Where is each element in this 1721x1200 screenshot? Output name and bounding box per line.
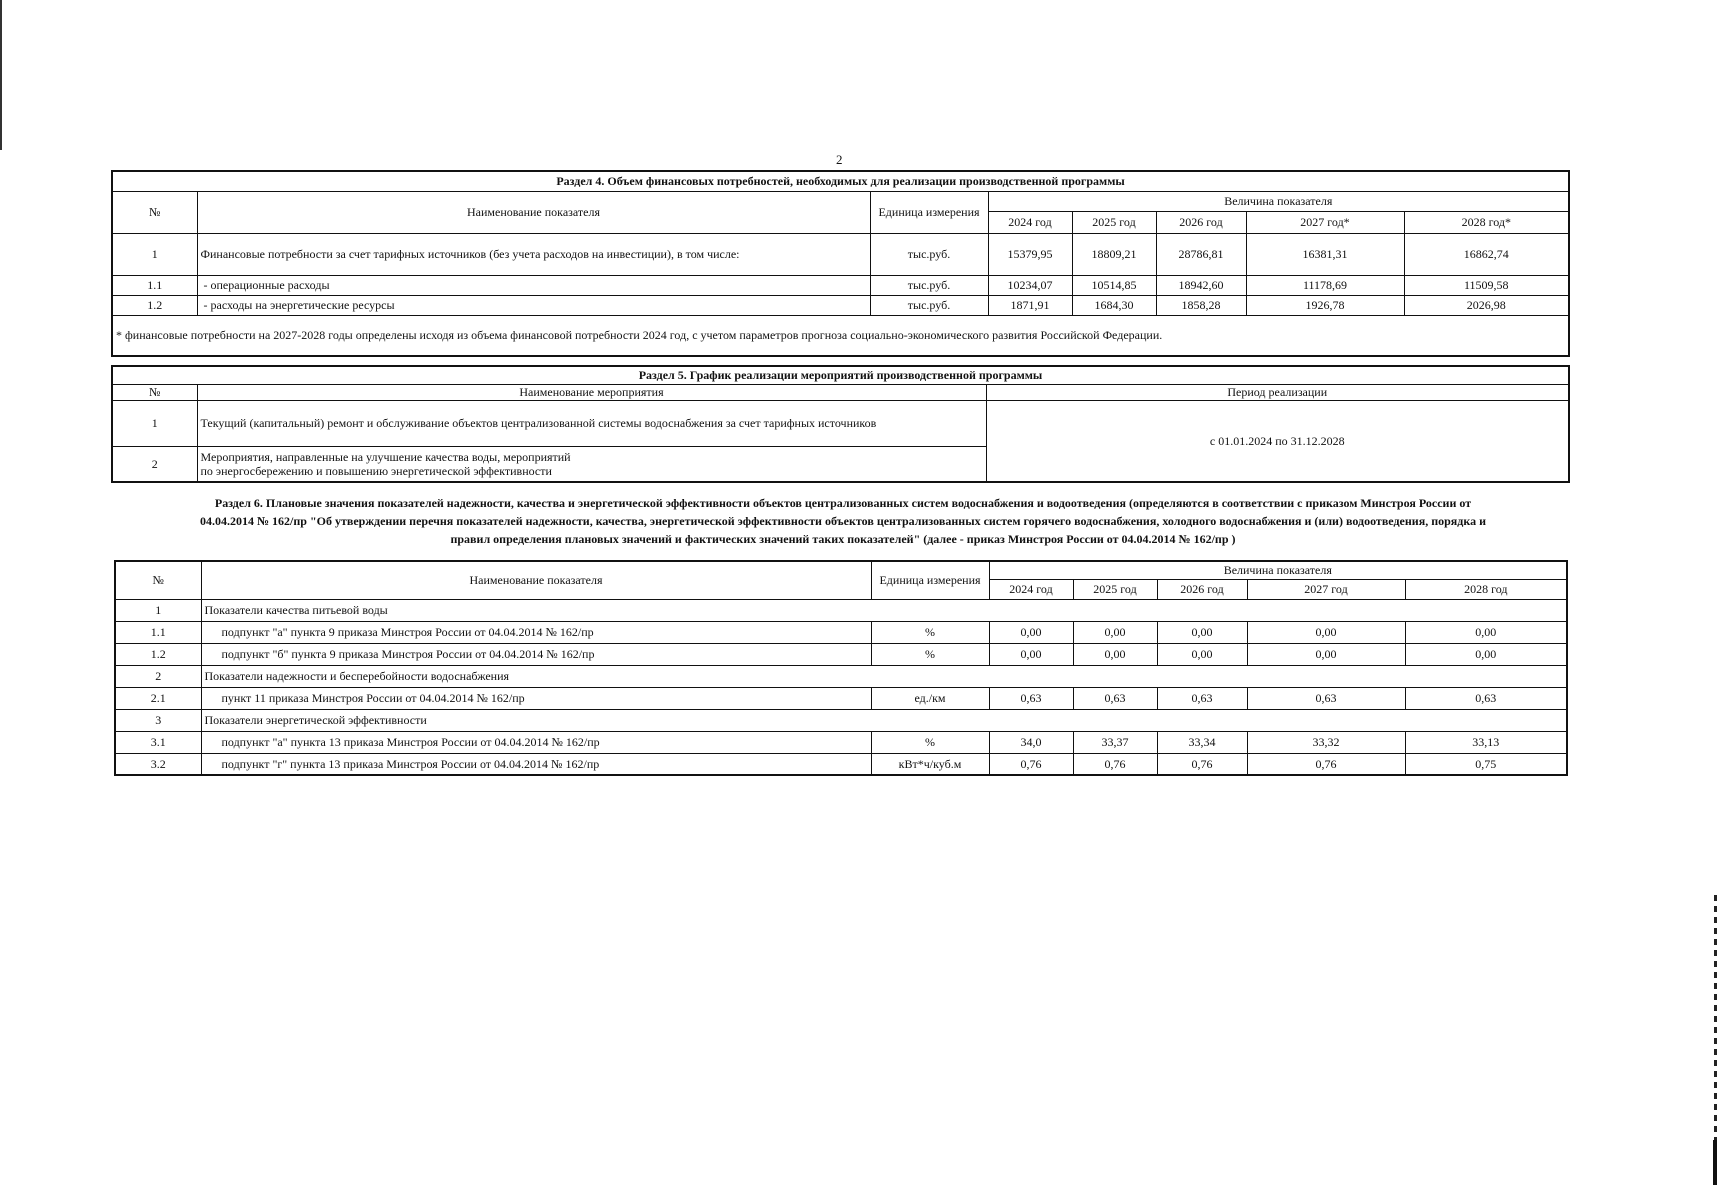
row-name: подпункт "а" пункта 13 приказа Минстроя России от 04.04.2014 № 162/пр	[201, 731, 871, 753]
row-unit: тыс.руб.	[870, 275, 988, 295]
section6-title	[118, 494, 1568, 548]
table-row	[112, 275, 1569, 295]
row-num: 1	[112, 233, 197, 275]
header-year: 2027 год*	[1246, 211, 1404, 233]
row-unit: %	[871, 621, 989, 643]
table-row	[115, 731, 1567, 753]
header-num: №	[115, 561, 201, 599]
table-row	[115, 621, 1567, 643]
row-value: 1871,91	[988, 295, 1072, 315]
header-year: 2028 год	[1405, 579, 1567, 599]
row-name: подпункт "б" пункта 9 приказа Минстроя России от 04.04.2014 № 162/пр	[201, 643, 871, 665]
section6-title-line: Раздел 6. Плановые значения показателей надежности, качества и энергетической эффективности объектов централизованных систем водоснабжения и водоотведения (определяются в соответствии с приказом Минстроя России от	[214, 496, 1472, 510]
row-name: пункт 11 приказа Минстроя России от 04.04.2014 № 162/пр	[201, 687, 871, 709]
table-row	[115, 643, 1567, 665]
page-number: 2	[836, 152, 843, 167]
section6-title-line: 04.04.2014 № 162/пр "Об утверждении перечня показателей надежности, качества, энергетической эффективности объектов централизованных систем горячего водоснабжения, холодного водоснабжения и (или) водоотведения, порядка и	[199, 514, 1486, 528]
table-row	[112, 400, 1569, 446]
group-name: Показатели надежности и бесперебойности водоснабжения	[201, 665, 1567, 687]
row-name	[197, 400, 986, 446]
row-num: 2.1	[115, 687, 201, 709]
header-year: 2026 год	[1156, 211, 1246, 233]
row-name-line: Текущий (капитальный) ремонт и обслуживание объектов централизованной системы водоснабжения за счет тарифных источников	[200, 416, 877, 430]
row-value: 2026,98	[1404, 295, 1569, 315]
row-value: 10234,07	[988, 275, 1072, 295]
header-value-group: Величина показателя	[988, 191, 1569, 211]
header-year: 2024 год	[989, 579, 1073, 599]
row-unit: %	[871, 643, 989, 665]
row-value: 0,63	[1157, 687, 1247, 709]
row-name: подпункт "а" пункта 9 приказа Минстроя России от 04.04.2014 № 162/пр	[201, 621, 871, 643]
row-name: подпункт "г" пункта 13 приказа Минстроя России от 04.04.2014 № 162/пр	[201, 753, 871, 775]
row-num: 3.2	[115, 753, 201, 775]
row-name-line: по энергосбережению и повышению энергетической эффективности	[200, 463, 552, 478]
table-row	[112, 233, 1569, 275]
header-unit: Единица измерения	[871, 561, 989, 599]
row-value: 15379,95	[988, 233, 1072, 275]
row-value: 33,34	[1157, 731, 1247, 753]
row-value: 10514,85	[1072, 275, 1156, 295]
scan-right-edge-mark	[1713, 1140, 1717, 1185]
row-value: 18942,60	[1156, 275, 1246, 295]
row-name-line: Мероприятия, направленные на улучшение качества воды, мероприятий	[200, 449, 571, 464]
row-value: 0,00	[1073, 643, 1157, 665]
row-name: - операционные расходы	[197, 275, 870, 295]
row-unit: ед./км	[871, 687, 989, 709]
header-period: Период реализации	[986, 384, 1569, 400]
group-row	[115, 599, 1567, 621]
row-value: 0,76	[989, 753, 1073, 775]
row-value: 0,00	[1247, 643, 1405, 665]
row-unit: %	[871, 731, 989, 753]
section4-footnote: * финансовые потребности на 2027-2028 годы определены исходя из объема финансовой потребности 2024 год, с учетом параметров прогноза социально-экономического развития Российской Федерации.	[112, 315, 1569, 356]
row-value: 28786,81	[1156, 233, 1246, 275]
row-value: 0,75	[1405, 753, 1567, 775]
row-value: 11178,69	[1246, 275, 1404, 295]
group-row	[115, 665, 1567, 687]
row-value: 0,00	[1405, 643, 1567, 665]
row-value: 1858,28	[1156, 295, 1246, 315]
row-value: 1684,30	[1072, 295, 1156, 315]
section6-table	[114, 560, 1568, 776]
row-num: 1.1	[115, 621, 201, 643]
group-name: Показатели качества питьевой воды	[201, 599, 1567, 621]
row-num: 1.2	[115, 643, 201, 665]
header-num: №	[112, 384, 197, 400]
row-value: 0,00	[989, 621, 1073, 643]
row-value: 33,32	[1247, 731, 1405, 753]
row-value: 16862,74	[1404, 233, 1569, 275]
header-unit: Единица измерения	[870, 191, 988, 233]
header-value-group: Величина показателя	[989, 561, 1567, 579]
row-value: 0,63	[1405, 687, 1567, 709]
row-value: 11509,58	[1404, 275, 1569, 295]
scan-left-edge	[0, 0, 2, 150]
row-num: 1.1	[112, 275, 197, 295]
section6-title-line: правил определения плановых значений и фактических значений таких показателей" (далее - приказ Минстроя России от 04.04.2014 № 162/пр )	[450, 532, 1236, 546]
header-num: №	[112, 191, 197, 233]
row-value: 0,00	[1157, 643, 1247, 665]
table-row	[112, 295, 1569, 315]
section5-title: Раздел 5. График реализации мероприятий производственной программы	[112, 366, 1569, 384]
row-value: 0,63	[989, 687, 1073, 709]
header-name: Наименование показателя	[197, 191, 870, 233]
section4-table	[111, 170, 1570, 357]
row-num: 3.1	[115, 731, 201, 753]
row-value: 33,37	[1073, 731, 1157, 753]
header-name: Наименование мероприятия	[197, 384, 986, 400]
table-row	[115, 687, 1567, 709]
group-num: 2	[115, 665, 201, 687]
row-value: 0,63	[1247, 687, 1405, 709]
row-value: 33,13	[1405, 731, 1567, 753]
header-year: 2027 год	[1247, 579, 1405, 599]
row-value: 16381,31	[1246, 233, 1404, 275]
group-row	[115, 709, 1567, 731]
row-value: 34,0	[989, 731, 1073, 753]
period-cell: с 01.01.2024 по 31.12.2028	[986, 400, 1569, 482]
group-name: Показатели энергетической эффективности	[201, 709, 1567, 731]
row-num: 2	[112, 446, 197, 482]
row-value: 0,00	[1405, 621, 1567, 643]
row-unit: тыс.руб.	[870, 295, 988, 315]
group-num: 3	[115, 709, 201, 731]
row-value: 1926,78	[1246, 295, 1404, 315]
header-year: 2024 год	[988, 211, 1072, 233]
row-unit: тыс.руб.	[870, 233, 988, 275]
header-year: 2025 год	[1072, 211, 1156, 233]
table-row	[115, 753, 1567, 775]
row-num: 1	[112, 400, 197, 446]
header-name: Наименование показателя	[201, 561, 871, 599]
header-year: 2025 год	[1073, 579, 1157, 599]
group-num: 1	[115, 599, 201, 621]
header-year: 2026 год	[1157, 579, 1247, 599]
row-value: 0,00	[989, 643, 1073, 665]
row-num: 1.2	[112, 295, 197, 315]
row-value: 0,76	[1157, 753, 1247, 775]
row-name: Финансовые потребности за счет тарифных источников (без учета расходов на инвестиции), в том числе:	[197, 233, 870, 275]
row-value: 0,63	[1073, 687, 1157, 709]
row-name	[197, 446, 986, 482]
section4-title: Раздел 4. Объем финансовых потребностей, необходимых для реализации производственной программы	[112, 171, 1569, 191]
row-value: 0,00	[1247, 621, 1405, 643]
row-name: - расходы на энергетические ресурсы	[197, 295, 870, 315]
row-value: 0,76	[1073, 753, 1157, 775]
section5-table	[111, 365, 1570, 483]
row-value: 0,00	[1157, 621, 1247, 643]
row-value: 18809,21	[1072, 233, 1156, 275]
row-value: 0,00	[1073, 621, 1157, 643]
row-unit: кВт*ч/куб.м	[871, 753, 989, 775]
row-value: 0,76	[1247, 753, 1405, 775]
header-year: 2028 год*	[1404, 211, 1569, 233]
